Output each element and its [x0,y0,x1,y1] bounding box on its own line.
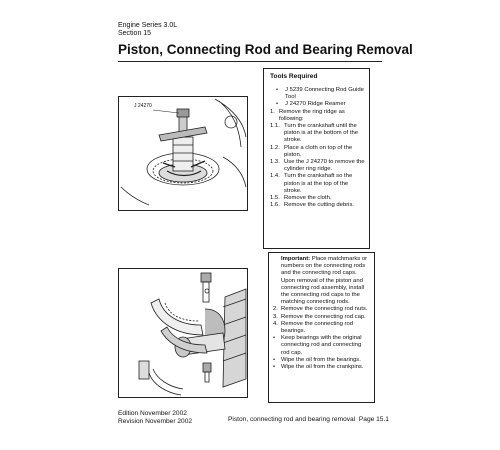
step-number: 2. [273,306,278,313]
step-text: Remove the cloth. [284,195,332,202]
step-number: 1.6. [270,202,280,209]
step-number: 1.4. [270,173,280,180]
step-text: Remove the connecting rod nuts. [281,306,368,313]
step-number: 4. [273,320,278,327]
important-note [273,256,371,306]
step-text: Wipe the oil from the bearings. [281,356,361,363]
ridge-reamer-figure [118,96,248,211]
step-number: • [276,87,279,93]
step-number: • [273,356,276,363]
step-item [273,357,371,364]
step-item [273,321,371,335]
step-text: Turn the crankshaft until the piston is at the bottom of the stroke. [284,123,359,144]
tools-required-heading: Tools Required [270,73,318,80]
step-item [273,314,371,321]
step-number: 3. [273,313,278,320]
important-text: Place matchmarks or numbers on the connecting rods and the connecting rod caps. Upon removal of the piston and connecting rod assembly, install the connecting rod caps to the matching connecting rods. [281,256,368,306]
title-rule [118,61,382,62]
connecting-rod-illustration [119,269,247,397]
step-number: 1.3. [270,159,280,166]
step-text: Remove the cutting debris. [284,202,355,209]
page-footer [228,416,389,424]
connecting-rod-figure [118,268,248,398]
step-item [270,109,365,123]
step-item [273,364,371,371]
step-text: Remove the connecting rod bearings. [281,320,354,335]
step-item [270,123,365,145]
step-item [270,159,365,173]
step-item [270,101,365,108]
step-item [270,195,365,202]
step-item [273,335,371,357]
revision-date: Revision November 2002 [118,417,193,425]
step-text: Place a cloth on top of the piston. [284,144,353,158]
step-text: Keep bearings with the original connecting rod and connecting rod cap. [281,335,362,356]
step-text: Turn the crankshaft so the piston is at the top of the stroke. [284,173,353,194]
step-text: Remove the ring ridge as following: [279,108,345,122]
callout-leader [153,110,179,113]
page-number: Page 15.1 [358,416,389,423]
important-label: Important: [281,256,311,262]
tools-required-panel [263,68,370,249]
removal-steps-list [273,306,371,371]
step-text: J 24270 Ridge Reamer [285,101,346,108]
tools-steps-list [270,87,365,209]
page-title: Piston, Connecting Rod and Bearing Removal [118,42,413,57]
step-number: 1. [270,108,275,115]
step-number: • [276,101,279,108]
step-number: 1.1. [270,123,280,130]
engine-series-label: Engine Series 3.0L [118,22,178,29]
step-item [270,173,365,195]
step-number: • [273,335,276,342]
step-number: 1.2. [270,144,280,151]
ridge-reamer-illustration [119,97,247,210]
edition-info [118,410,192,425]
step-text: Wipe the oil from the crankpins. [281,364,364,371]
step-text: Remove the connecting rod cap. [281,313,366,320]
document-header [118,22,177,38]
step-number: • [273,364,276,371]
edition-date: Edition November 2002 [118,410,187,417]
step-item [270,145,365,159]
footer-page-title: Piston, connecting rod and bearing removal [228,416,356,423]
step-text: J 5239 Connecting Rod Guide Tool [285,87,364,101]
step-number: 1.5. [270,195,280,202]
figure-callout-j24270: J 24270 [134,103,152,109]
removal-steps-panel [268,252,375,403]
section-label: Section 15 [118,30,152,37]
step-item [273,306,371,313]
step-item [270,202,365,209]
step-item [270,87,365,101]
step-text: Use the J 24270 to remove the cylinder ring ridge. [284,159,365,173]
